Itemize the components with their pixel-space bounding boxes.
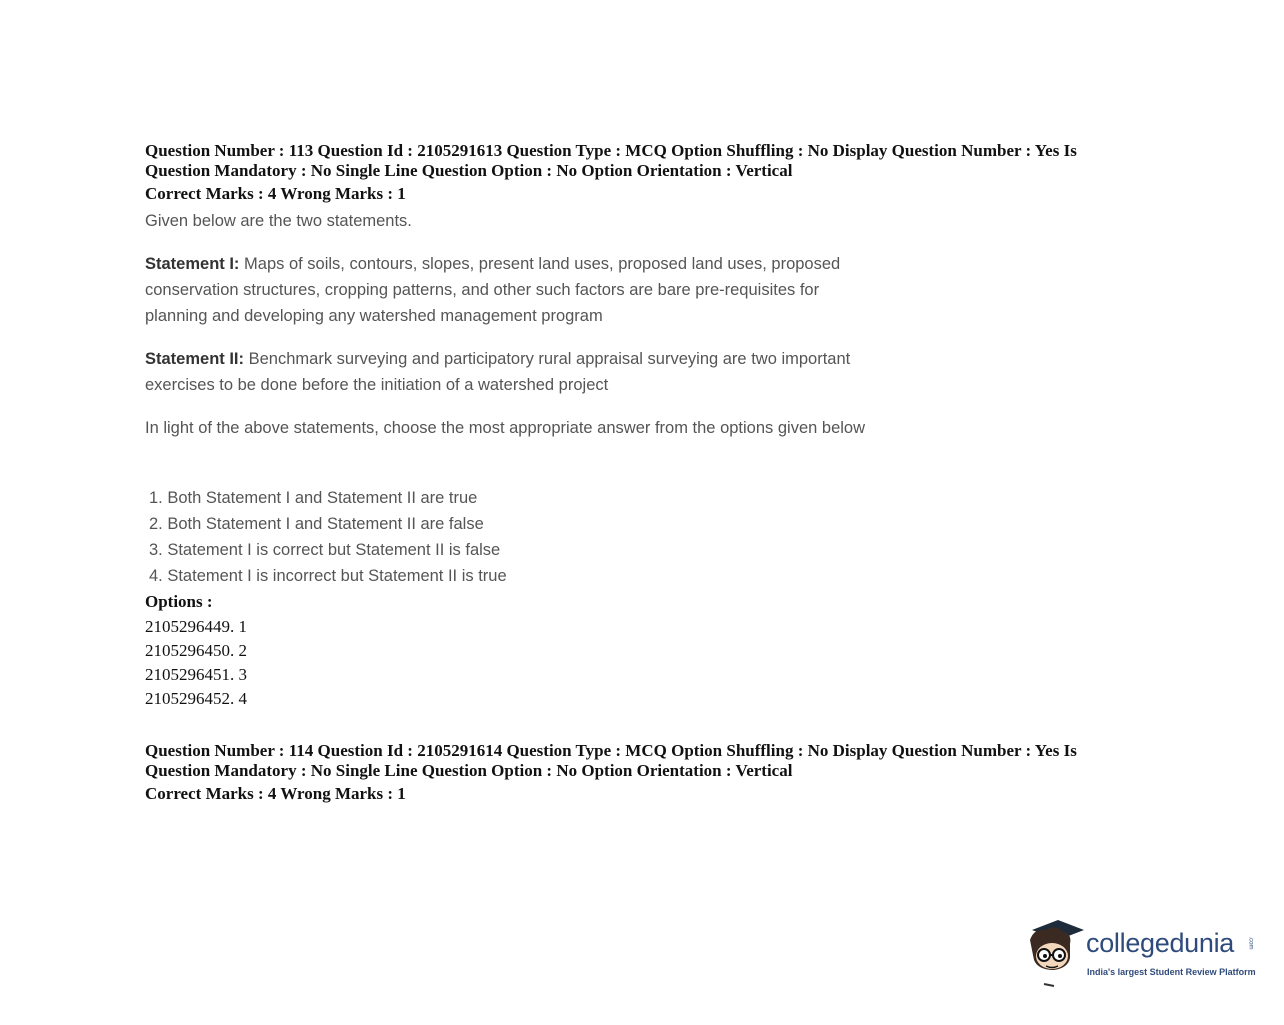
option-id-4: 2105296452. 4 — [145, 689, 247, 708]
mascot-icon — [1024, 918, 1086, 988]
option-ids — [145, 615, 247, 711]
option-id-2: 2105296450. 2 — [145, 641, 247, 660]
question-114-meta-line2: Question Mandatory : No Single Line Question Option : No Option Orientation : Vertical — [145, 761, 793, 780]
question-prompt: In light of the above statements, choose the most appropriate answer from the options given below — [145, 419, 865, 437]
answer-choice-3: 3. Statement I is correct but Statement II is false — [149, 541, 501, 559]
question-intro: Given below are the two statements. — [145, 212, 412, 230]
option-id-1: 2105296449. 1 — [145, 617, 247, 636]
answer-choice-2: 2. Both Statement I and Statement II are false — [149, 515, 484, 533]
option-id-3: 2105296451. 3 — [145, 665, 247, 684]
question-113-meta-line1: Question Number : 113 Question Id : 2105291613 Question Type : MCQ Option Shuffling : No Display Question Number : Yes Is — [145, 141, 1077, 160]
logo-wordmark: collegedunia — [1086, 928, 1235, 958]
collegedunia-logo — [1024, 918, 1254, 988]
answer-choice-1: 1. Both Statement I and Statement II are true — [149, 489, 478, 507]
answer-choices — [149, 485, 507, 589]
question-113-meta-line2: Question Mandatory : No Single Line Question Option : No Option Orientation : Vertical — [145, 161, 793, 180]
statement-2 — [145, 346, 885, 398]
statement-2-text: Benchmark surveying and participatory rural appraisal surveying are two important exercises to be done before the initiation of a watershed project — [145, 350, 851, 394]
statement-1-text: Maps of soils, contours, slopes, present land uses, proposed land uses, proposed conservation structures, cropping patterns, and other such factors are bare pre-requisites for planning and developing any watershed management program — [145, 255, 841, 325]
statement-1-label: Statement I: — [145, 255, 240, 273]
statement-1 — [145, 251, 885, 329]
question-114-meta-line1: Question Number : 114 Question Id : 2105291614 Question Type : MCQ Option Shuffling : No Display Question Number : Yes Is — [145, 741, 1077, 760]
statement-2-label: Statement II: — [145, 350, 245, 368]
question-114-marks: Correct Marks : 4 Wrong Marks : 1 — [145, 784, 406, 803]
question-114-meta — [145, 741, 1145, 781]
logo-suffix: .com — [1247, 936, 1254, 950]
question-113-marks: Correct Marks : 4 Wrong Marks : 1 — [145, 184, 406, 203]
question-113-body — [145, 208, 885, 441]
question-113-meta — [145, 141, 1145, 181]
logo-tagline: India's largest Student Review Platform — [1087, 967, 1256, 977]
options-label: Options : — [145, 592, 213, 611]
answer-choice-4: 4. Statement I is incorrect but Statement II is true — [149, 567, 507, 585]
